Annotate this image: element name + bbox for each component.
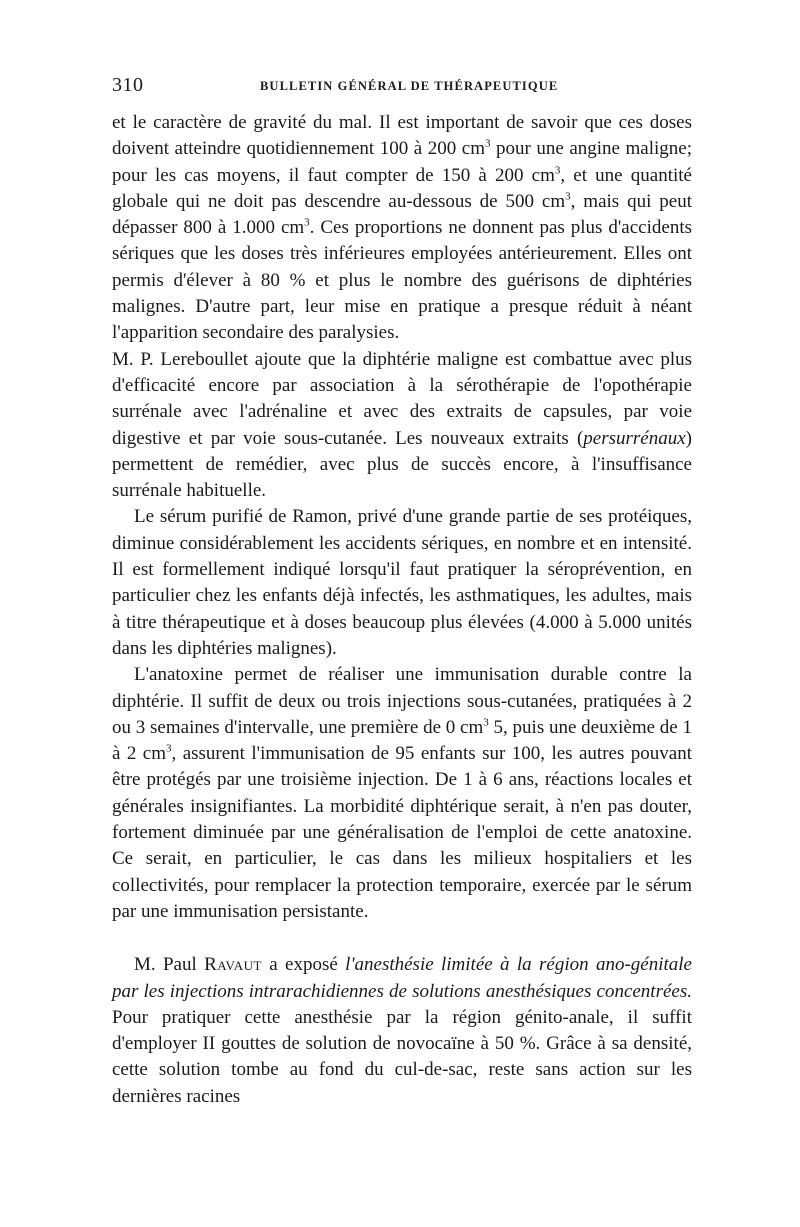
text-run: M. P. Lereboullet ajoute que la diphtérie maligne est combattue avec plus d'efficacité encore par association à la sérothérapie de l'opothérapie surrénale avec l'adrénaline et avec des extraits de capsules, par voie digestive et par voie sous-cutanée. Les nouveaux extraits ( bbox=[112, 348, 692, 449]
author-name: Ravaut bbox=[204, 954, 262, 976]
running-title: BULLETIN GÉNÉRAL DE THÉRAPEUTIQUE bbox=[260, 79, 559, 93]
paragraph-1 bbox=[112, 110, 692, 347]
text-run: ) permettent de remédier, avec plus de succès encore, à l'insuffisance surrénale habituelle. bbox=[112, 427, 692, 502]
paragraph-5 bbox=[112, 952, 692, 1110]
superscript: 3 bbox=[304, 216, 310, 229]
text-run: , mais qui peut dépasser 800 à 1.000 cm bbox=[112, 190, 692, 239]
text-run: 5, puis une deuxième de 1 à 2 cm bbox=[112, 716, 692, 765]
document-page bbox=[112, 70, 692, 1110]
text-run: Le sérum purifié de Ramon, privé d'une grande partie de ses protéiques, diminue considérablement les accidents sériques, en nombre et en intensité. Il est formellement indiqué lorsqu'il faut pratiquer la séroprévention, en particulier chez les enfants déjà infectés, les asthmatiques, les adultes, mais à titre thérapeutique et à doses beaucoup plus élevées (4.000 à 5.000 unités dans les diphtéries malignes). bbox=[112, 506, 692, 659]
text-run: a exposé bbox=[261, 954, 346, 976]
italic-term: persurrénaux bbox=[583, 427, 686, 449]
superscript: 3 bbox=[483, 716, 489, 729]
superscript: 3 bbox=[554, 164, 561, 177]
italic-title: l'anesthésie limitée à la région ano-génitale par les injections intrarachidiennes de solutions anesthésiques concentrées. bbox=[112, 954, 692, 1002]
text-run: , et une quantité globale qui ne doit pas descendre au-dessous de 500 cm bbox=[112, 164, 692, 212]
superscript: 3 bbox=[484, 137, 491, 150]
page-number: 310 bbox=[112, 74, 144, 96]
page-header bbox=[112, 70, 692, 110]
text-run: , assurent l'immunisation de 95 enfants sur 100, les autres pouvant être protégés par une troisième injection. De 1 à 6 ans, réactions locales et générales insignifiantes. La morbidité diphtérique serait, à n'en pas douter, fortement diminuée par une généralisation de l'emploi de cette anatoxine. Ce serait, en particulier, le cas dans les milieux hospitaliers et les collectivités, pour remplacer la protection temporaire, exercée par le sérum par une immunisation persistante. bbox=[112, 743, 692, 922]
paragraph-3 bbox=[112, 504, 692, 662]
text-run: Pour pratiquer cette anesthésie par la région génito-anale, il suffit d'employer II gouttes de solution de novocaïne à 50 %. Grâce à sa densité, cette solution tombe au fond du cul-de-sac, reste sans action sur les dernières racines bbox=[112, 1006, 692, 1107]
superscript: 3 bbox=[166, 742, 172, 755]
text-run: et le caractère de gravité du mal. Il est important de savoir que ces doses doivent atteindre quotidiennement 100 à 200 cm bbox=[112, 112, 692, 160]
text-run: pour une angine maligne; pour les cas moyens, il faut compter de 150 à 200 cm bbox=[112, 138, 692, 186]
superscript: 3 bbox=[565, 190, 571, 203]
text-run: L'anatoxine permet de réaliser une immunisation durable contre la diphtérie. Il suffit de deux ou trois injections sous-cutanées, pratiquées à 2 ou 3 semaines d'intervalle, une première de 0 cm bbox=[112, 664, 692, 738]
paragraph-2 bbox=[112, 347, 692, 505]
text-run: M. Paul bbox=[134, 954, 205, 976]
paragraph-4 bbox=[112, 662, 692, 925]
text-run: . Ces proportions ne donnent pas plus d'accidents sériques que les doses très inférieures employées antérieurement. Elles ont permis d'élever à 80 % et plus le nombre des guérisons de diphtéries malignes. D'autre part, leur mise en pratique a presque réduit à néant l'apparition secondaire des paralysies. bbox=[112, 217, 692, 344]
